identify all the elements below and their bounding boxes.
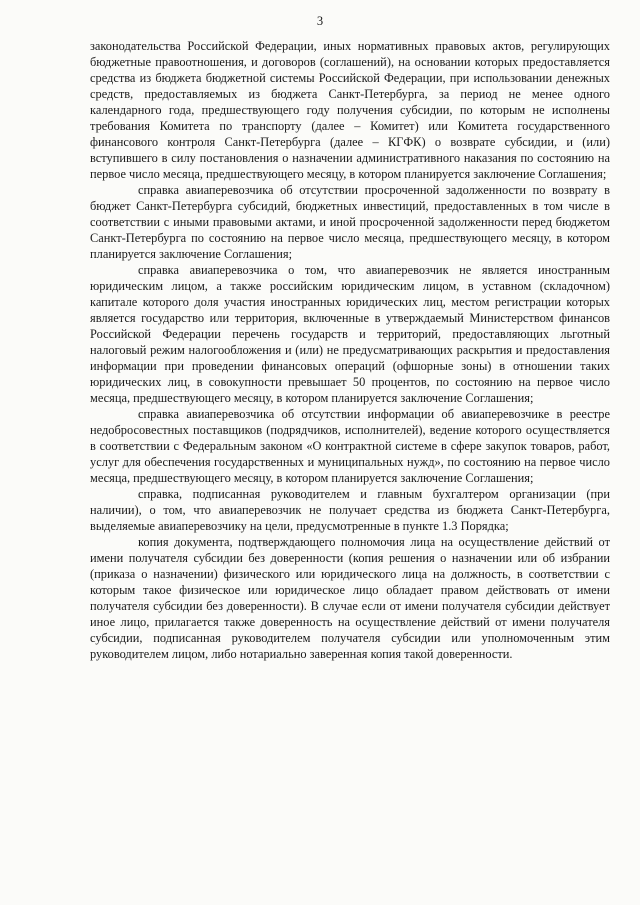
- paragraph-debt-certificate: справка авиаперевозчика об отсутствии просроченной задолженности по возврату в бюджет Санкт-Петербурга субсидий, бюджетных инвестиций, предоставленных в том числе в соответствии с иными правовыми актами, и иной просроченной задолженности перед бюджетом Санкт-Петербурга по состоянию на первое число месяца, предшествующего месяцу, в котором планируется заключение Соглашения;: [90, 183, 610, 261]
- paragraph-continuation: законодательства Российской Федерации, иных нормативных правовых актов, регулирующих бюджетные правоотношения, и договоров (соглашений), на основании которых предоставляется средства из бюджета бюджетной системы Российской Федерации, при использовании денежных средств, предоставляемых из бюджета Санкт-Петербурга, за период не менее одного календарного года, предшествующего году получения субсидии, по которым не исполнены требования Комитета по транспорту (далее – Комитет) или Комитета государственного финансового контроля Санкт-Петербурга (далее – КГФК) о возврате субсидии, и (или) вступившего в силу постановления о назначении административного наказания по состоянию на первое число месяца, предшествующего месяцу, в котором планируется заключение Соглашения;: [90, 39, 610, 181]
- page-number: 3: [316, 14, 324, 28]
- document-body: [90, 38, 610, 662]
- paragraph-foreign-entity-certificate: справка авиаперевозчика о том, что авиаперевозчик не является иностранным юридическим лицом, а также российским юридическим лицом, в уставном (складочном) капитале которого доля участия иностранных юридических лиц, местом регистрации которых является государство или территория, включенные в утверждаемый Министерством финансов Российской Федерации перечень государств и территорий, предоставляющих льготный налоговый режим налогообложения и (или) не предусматривающих раскрытия и предоставления информации при проведении финансовых операций (офшорные зоны) в отношении таких юридических лиц, в совокупности превышает 50 процентов, по состоянию на первое число месяца, предшествующего месяцу, в котором планируется заключение Соглашения;: [90, 263, 610, 405]
- paragraph-unscrupulous-suppliers-certificate: справка авиаперевозчика об отсутствии информации об авиаперевозчике в реестре недобросовестных поставщиков (подрядчиков, исполнителей), ведение которого осуществляется в соответствии с Федеральным законом «О контрактной системе в сфере закупок товаров, работ, услуг для обеспечения государственных и муниципальных нужд», по состоянию на первое число месяца, предшествующего месяцу, в котором планируется заключение Соглашения;: [90, 407, 610, 485]
- paragraph-signed-certificate: справка, подписанная руководителем и главным бухгалтером организации (при наличии), о том, что авиаперевозчик не получает средства из бюджета Санкт-Петербурга, выделяемые авиаперевозчику на цели, предусмотренные в пункте 1.3 Порядка;: [90, 487, 610, 533]
- paragraph-authority-document-copy: копия документа, подтверждающего полномочия лица на осуществление действий от имени получателя субсидии без доверенности (копия решения о назначении или об избрании (приказа о назначении) физического или юридического лица на должность, в соответствии с которым такое физическое или юридическое лицо обладает правом действовать от имени получателя субсидии без доверенности). В случае если от имени получателя субсидии действует иное лицо, прилагается также доверенность на осуществление действий от имени получателя субсидии, подписанная руководителем получателя субсидии или уполномоченным этим руководителем лицом, либо нотариально заверенная копия такой доверенности.: [90, 535, 610, 661]
